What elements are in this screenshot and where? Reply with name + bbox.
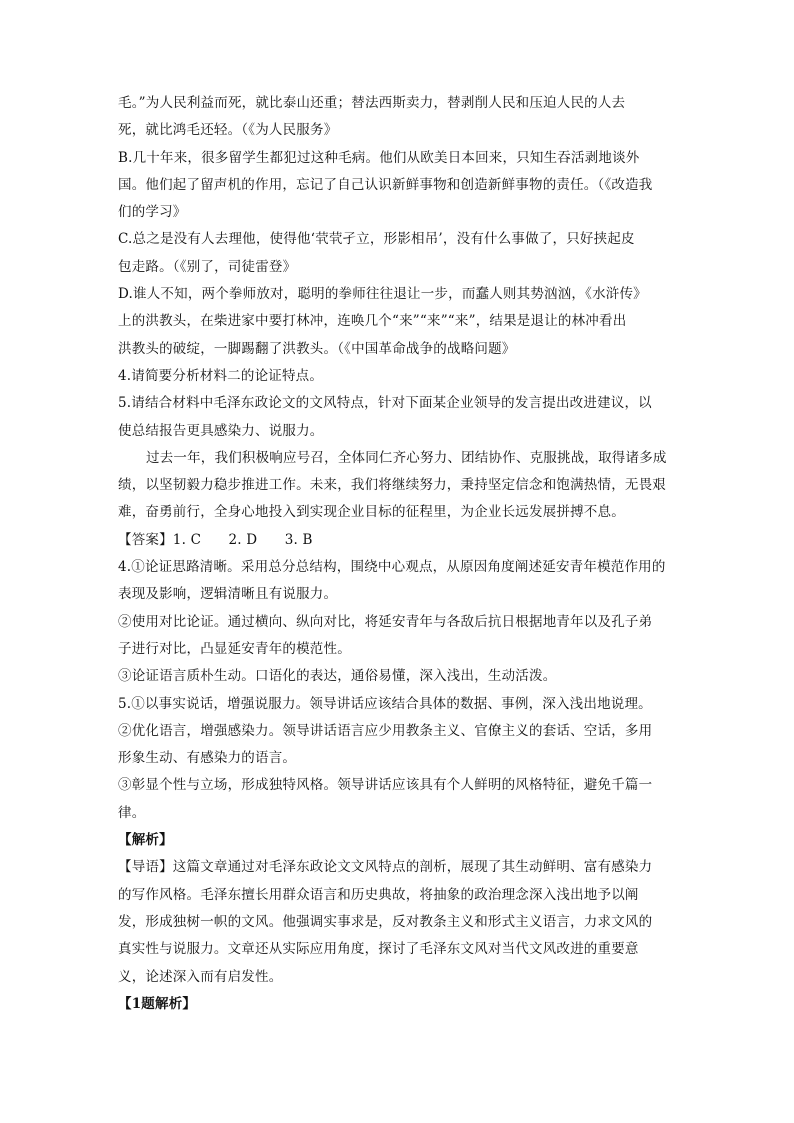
- text-line: 上的洪教头，在柴进家中要打林冲，连唤几个“来”“来”“来”，结果是退让的林冲看出: [118, 313, 627, 330]
- text-line: D.谁人不知，两个拳师放对，聪明的拳师往往退让一步，而蠢人则其势汹汹，《水浒传》: [118, 286, 647, 303]
- text-line: 难，奋勇前行，全身心地投入到实现企业目标的征程里，为企业长远发展拼搏不息。: [118, 504, 625, 521]
- text-line: 绩，以坚韧毅力稳步推进工作。未来，我们将继续努力，秉持坚定信念和饱满热情，无畏艰: [118, 477, 666, 494]
- text-line: 子进行对比，凸显延安青年的模范性。: [118, 640, 351, 657]
- text-line: 律。: [118, 804, 146, 821]
- text-line: 4.请简要分析材料二的论证特点。: [118, 367, 324, 384]
- text-line: 使总结报告更具感染力、说服力。: [118, 422, 324, 439]
- text-line: 4.①论证思路清晰。采用总分总结构，围绕中心观点，从原因角度阐述延安青年模范作用的: [118, 559, 666, 576]
- text-line: 表现及影响，逻辑清晰且有说服力。: [118, 586, 338, 603]
- text-line: 真实性与说服力。文章还从实际应用角度，探讨了毛泽东文风对当代文风改进的重要意: [118, 941, 639, 958]
- text-line: 【导语】这篇文章通过对毛泽东政论文文风特点的剖析，展现了其生动鲜明、富有感染力: [118, 859, 653, 876]
- text-line: 义，论述深入而有启发性。: [118, 968, 283, 985]
- text-line: 国。他们起了留声机的作用，忘记了自己认识新鲜事物和创造新鲜事物的责任。（《改造我: [118, 176, 653, 193]
- text-line: 包走路。（《别了，司徒雷登》: [118, 258, 297, 275]
- text-line: 【1题解析】: [118, 995, 197, 1012]
- text-line: 的写作风格。毛泽东擅长用群众语言和历史典故，将抽象的政治理念深入浅出地予以阐: [118, 886, 639, 903]
- text-line: B.几十年来，很多留学生都犯过这种毛病。他们从欧美日本回来，只知生吞活剥地谈外: [118, 149, 640, 166]
- text-line: 们的学习》: [118, 204, 187, 221]
- text-line: 过去一年，我们积极响应号召，全体同仁齐心努力、团结协作、克服挑战，取得诸多成: [146, 449, 667, 466]
- text-line: 洪教头的破绽，一脚踢翻了洪教头。（《中国革命战争的战略问题》: [118, 340, 516, 357]
- text-line: ③彰显个性与立场，形成独特风格。领导讲话应该具有个人鲜明的风格特征，避免千篇一: [118, 777, 653, 794]
- text-line: 发，形成独树一帜的文风。他强调实事求是，反对教条主义和形式主义语言，力求文风的: [118, 913, 653, 930]
- text-line: 【答案】1. C 2. D 3. B: [118, 531, 313, 548]
- text-line: 【解析】: [118, 832, 173, 849]
- text-line: ③论证语言质朴生动。口语化的表达，通俗易懂，深入浅出，生动活泼。: [118, 668, 557, 685]
- document-body: [118, 90, 678, 1018]
- text-line: 毛。”为人民利益而死，就比泰山还重；替法西斯卖力，替剥削人民和压迫人民的人去: [118, 95, 626, 111]
- text-line: ②优化语言，增强感染力。领导讲话语言应少用教条主义、官僚主义的套话、空话，多用: [118, 722, 653, 739]
- text-line: 形象生动、有感染力的语言。: [118, 750, 297, 767]
- text-line: ②使用对比论证。通过横向、纵向对比，将延安青年与各敌后抗日根据地青年以及孔子弟: [118, 613, 653, 630]
- text-line: 5.请结合材料中毛泽东政论文的文风特点，针对下面某企业领导的发言提出改进建议，以: [118, 395, 652, 412]
- text-line: 死，就比鸿毛还轻。（《为人民服务》: [118, 122, 338, 139]
- text-line: 5.①以事实说话，增强说服力。领导讲话应该结合具体的数据、事例，深入浅出地说理。: [118, 695, 652, 712]
- text-line: C.总之是没有人去理他，使得他‘茕茕孑立，形影相吊’，没有什么事做了，只好挟起皮: [118, 231, 635, 248]
